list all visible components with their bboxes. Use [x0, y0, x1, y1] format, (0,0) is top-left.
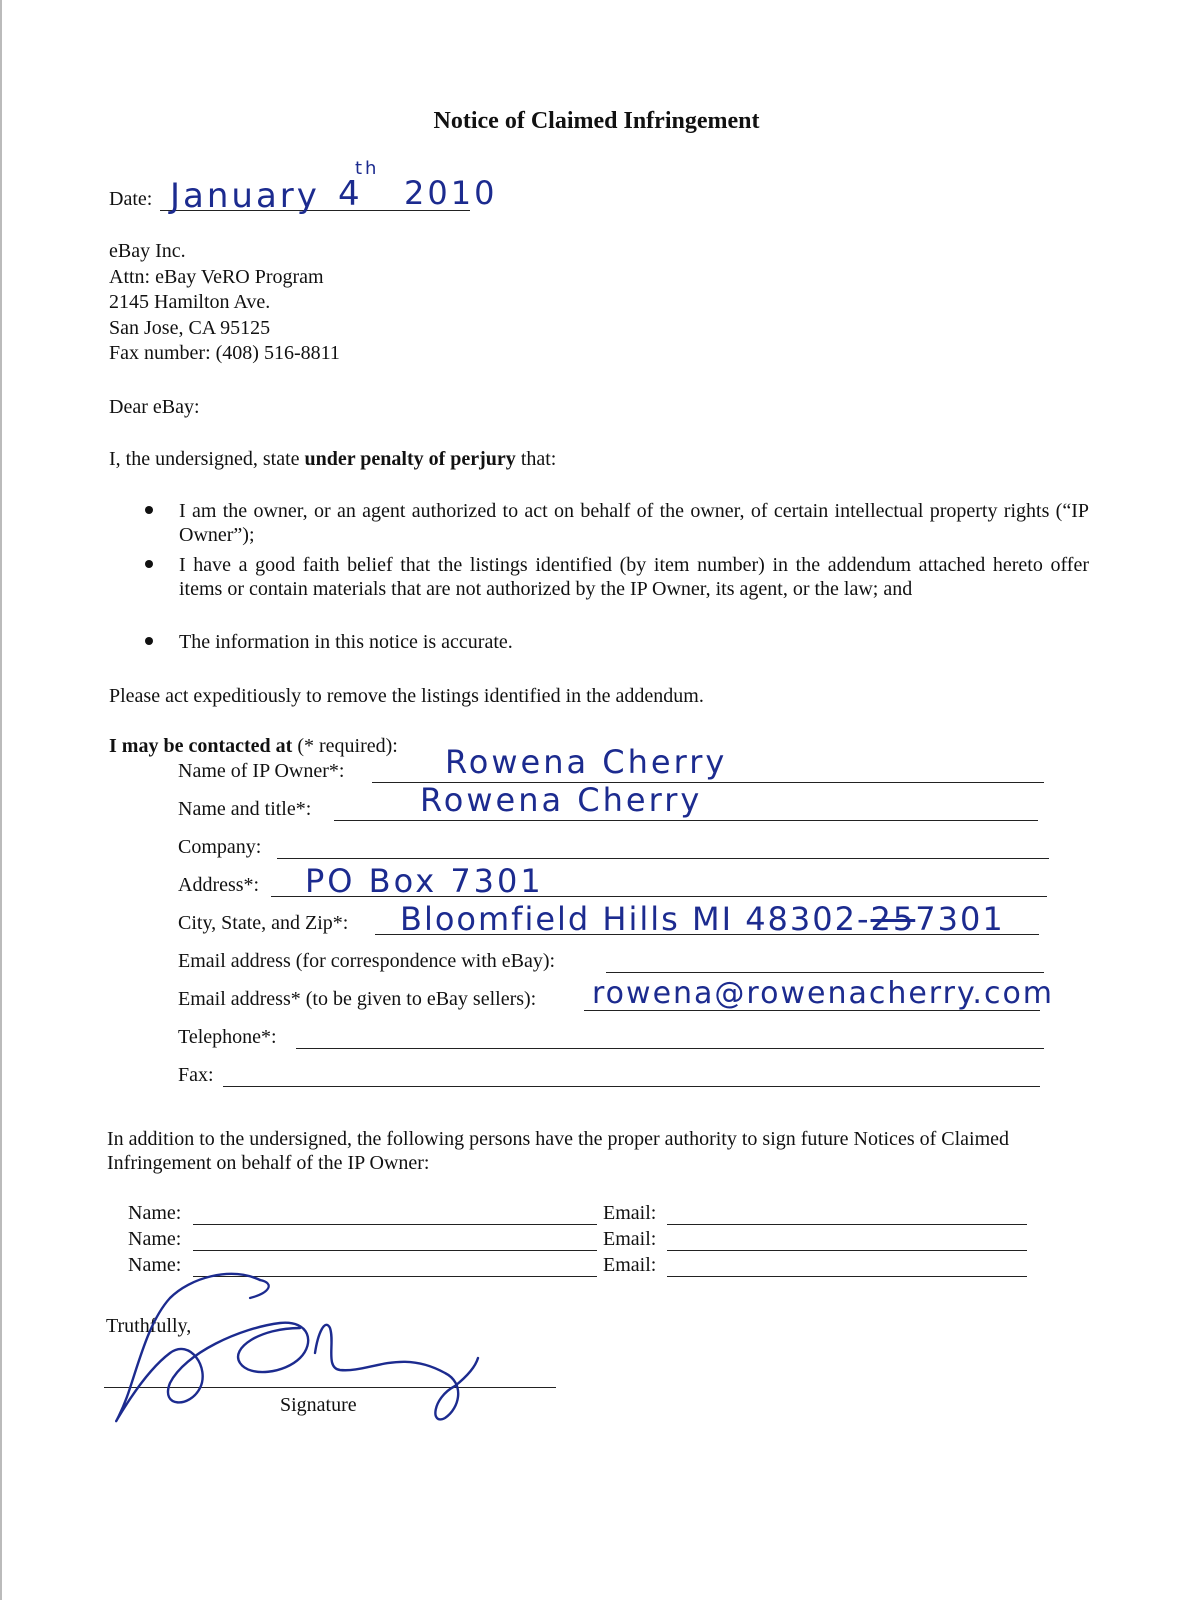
- person-email-label: Email:: [603, 1202, 657, 1224]
- telephone-label: Telephone*:: [178, 1026, 277, 1048]
- fax-line[interactable]: [223, 1086, 1040, 1087]
- email-sellers-label: Email address* (to be given to eBay sellers):: [178, 988, 537, 1010]
- person-name-label: Name:: [128, 1228, 182, 1250]
- person-email-line[interactable]: [667, 1250, 1027, 1251]
- name-title-value: Rowena Cherry: [420, 781, 703, 819]
- address-value: PO Box 7301: [305, 862, 544, 900]
- company-label: Company:: [178, 836, 262, 858]
- authority-paragraph: In addition to the undersigned, the following persons have the proper authority to sign future Notices of Claimed Infringement on behalf of the IP Owner:: [107, 1128, 1010, 1174]
- date-day-suffix: th: [355, 158, 380, 179]
- name-title-label: Name and title*:: [178, 798, 312, 820]
- bullet-text: I am the owner, or an agent authorized to act on behalf of the owner, of certain intellectual property rights (“IP Owner”);: [179, 500, 1089, 546]
- ip-owner-label: Name of IP Owner*:: [178, 760, 345, 782]
- date-year: 2010: [404, 174, 498, 212]
- recipient-address: [109, 239, 340, 367]
- bullet-dot: [145, 637, 153, 645]
- telephone-line[interactable]: [296, 1048, 1044, 1049]
- bullet-text: I have a good faith belief that the listings identified (by item number) in the addendum attached hereto offer items or contain materials that are not authorized by the IP Owner, its agent, or the law; and: [179, 554, 1089, 600]
- handwritten-signature: [100, 1258, 480, 1433]
- date-day: 4: [338, 174, 363, 214]
- address-label: Address*:: [178, 874, 260, 896]
- email-corr-label: Email address (for correspondence with eBay):: [178, 950, 556, 972]
- person-name-label: Name:: [128, 1202, 182, 1224]
- signature-label: Signature: [280, 1394, 357, 1416]
- salutation: Dear eBay:: [109, 396, 200, 418]
- bullet-dot: [145, 506, 153, 514]
- document-title: Notice of Claimed Infringement: [433, 108, 760, 134]
- date-label: Date:: [109, 188, 153, 210]
- ip-owner-value: Rowena Cherry: [445, 743, 728, 781]
- removal-request: Please act expeditiously to remove the listings identified in the addendum.: [109, 685, 704, 707]
- person-email-line[interactable]: [667, 1276, 1027, 1277]
- signature-stroke: [250, 1280, 269, 1298]
- city-value: [400, 900, 1005, 938]
- person-name-line[interactable]: [193, 1224, 597, 1225]
- city-value-text: Bloomfield Hills MI 48302-: [400, 900, 871, 938]
- recipient-line: 2145 Hamilton Ave.: [109, 291, 271, 313]
- closing: Truthfully,: [106, 1315, 192, 1337]
- contact-heading-bold: I may be contacted at: [109, 735, 293, 757]
- city-label: City, State, and Zip*:: [178, 912, 349, 934]
- bullet-text: The information in this notice is accurate.: [179, 631, 513, 653]
- date-month: January: [170, 176, 320, 216]
- statement-prefix: I, the undersigned, state: [109, 448, 305, 470]
- person-name-line[interactable]: [193, 1250, 597, 1251]
- statement-suffix: that:: [515, 448, 557, 470]
- fax-label: Fax:: [178, 1064, 214, 1086]
- city-value-after: 7301: [915, 900, 1005, 938]
- statement-bold: under penalty of perjury: [304, 448, 516, 470]
- bullet-dot: [145, 560, 153, 568]
- city-value-struck: 25: [870, 900, 916, 938]
- contact-heading-rest: (* required):: [292, 735, 398, 757]
- person-email-label: Email:: [603, 1254, 657, 1276]
- person-name-label: Name:: [128, 1254, 182, 1276]
- recipient-line: eBay Inc.: [109, 240, 186, 262]
- recipient-line: Fax number: (408) 516-8811: [109, 342, 340, 364]
- signature-stroke: [116, 1274, 478, 1421]
- person-email-label: Email:: [603, 1228, 657, 1250]
- name-title-line[interactable]: [334, 820, 1038, 821]
- perjury-statement: [109, 447, 556, 471]
- contact-heading: [109, 734, 398, 758]
- company-line[interactable]: [277, 858, 1049, 859]
- recipient-line: San Jose, CA 95125: [109, 316, 271, 339]
- scan-edge: [0, 0, 2, 1600]
- email-sellers-value: rowena@rowenacherry.com: [592, 976, 1055, 1011]
- email-corr-line[interactable]: [606, 972, 1044, 973]
- person-email-line[interactable]: [667, 1224, 1027, 1225]
- recipient-line: Attn: eBay VeRO Program: [109, 265, 324, 288]
